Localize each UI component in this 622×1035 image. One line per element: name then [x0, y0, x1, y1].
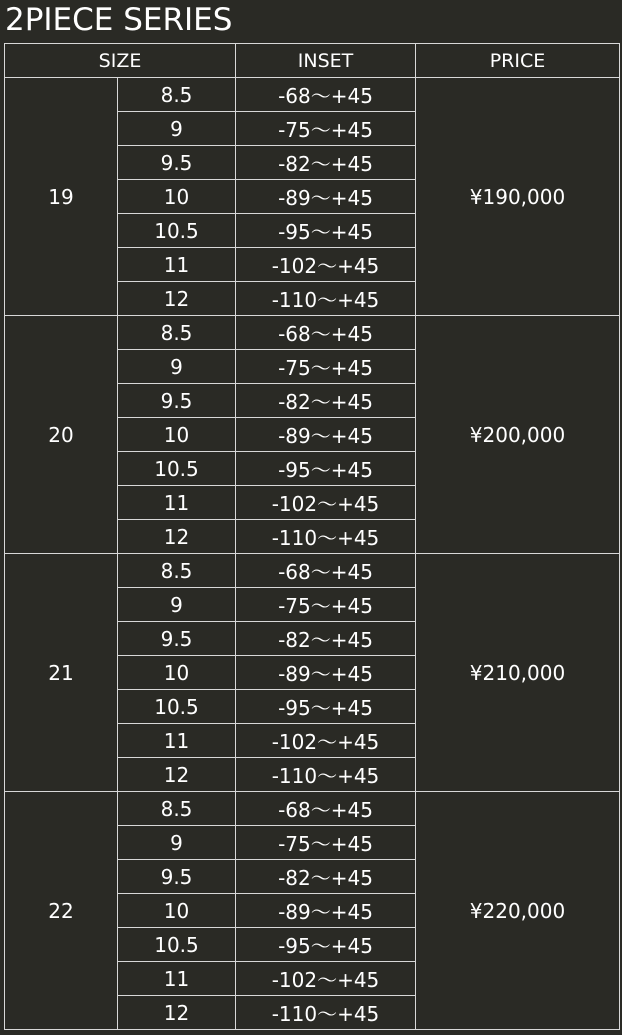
- inset-cell: -82～+45: [236, 622, 416, 656]
- sub-size-cell: 9: [118, 350, 236, 384]
- inset-cell: -68～+45: [236, 792, 416, 826]
- inset-cell: -75～+45: [236, 112, 416, 146]
- sub-size-cell: 10.5: [118, 928, 236, 962]
- sub-size-cell: 8.5: [118, 792, 236, 826]
- inset-cell: -82～+45: [236, 146, 416, 180]
- table-row: [5, 78, 620, 112]
- sub-size-cell: 11: [118, 248, 236, 282]
- inset-cell: -89～+45: [236, 180, 416, 214]
- inset-cell: -102～+45: [236, 962, 416, 996]
- inset-cell: -68～+45: [236, 316, 416, 350]
- inset-cell: -95～+45: [236, 452, 416, 486]
- inset-cell: -82～+45: [236, 860, 416, 894]
- size-group-cell: 19: [5, 78, 118, 316]
- sub-size-cell: 10: [118, 418, 236, 452]
- price-cell: ¥220,000: [416, 792, 620, 1030]
- inset-cell: -110～+45: [236, 520, 416, 554]
- inset-cell: -89～+45: [236, 656, 416, 690]
- sub-size-cell: 10.5: [118, 452, 236, 486]
- sub-size-cell: 12: [118, 520, 236, 554]
- inset-cell: -75～+45: [236, 350, 416, 384]
- inset-cell: -110～+45: [236, 996, 416, 1030]
- sub-size-cell: 10: [118, 894, 236, 928]
- price-cell: ¥190,000: [416, 78, 620, 316]
- sub-size-cell: 9: [118, 826, 236, 860]
- price-cell: ¥210,000: [416, 554, 620, 792]
- sub-size-cell: 10.5: [118, 690, 236, 724]
- inset-cell: -75～+45: [236, 826, 416, 860]
- sub-size-cell: 12: [118, 758, 236, 792]
- table-row: [5, 554, 620, 588]
- inset-cell: -102～+45: [236, 486, 416, 520]
- sub-size-cell: 9.5: [118, 384, 236, 418]
- inset-cell: -68～+45: [236, 554, 416, 588]
- page-title: 2PIECE SERIES: [5, 2, 233, 38]
- table-header-row: [5, 44, 620, 78]
- sub-size-cell: 9: [118, 112, 236, 146]
- size-group-cell: 22: [5, 792, 118, 1030]
- inset-cell: -102～+45: [236, 248, 416, 282]
- inset-cell: -89～+45: [236, 894, 416, 928]
- price-cell: ¥200,000: [416, 316, 620, 554]
- table-row: [5, 792, 620, 826]
- sub-size-cell: 9.5: [118, 860, 236, 894]
- inset-cell: -89～+45: [236, 418, 416, 452]
- inset-cell: -95～+45: [236, 928, 416, 962]
- sub-size-cell: 9.5: [118, 622, 236, 656]
- sub-size-cell: 9: [118, 588, 236, 622]
- inset-cell: -95～+45: [236, 690, 416, 724]
- inset-cell: -82～+45: [236, 384, 416, 418]
- sub-size-cell: 8.5: [118, 316, 236, 350]
- inset-cell: -68～+45: [236, 78, 416, 112]
- sub-size-cell: 10: [118, 656, 236, 690]
- sub-size-cell: 8.5: [118, 554, 236, 588]
- size-group-cell: 21: [5, 554, 118, 792]
- inset-cell: -110～+45: [236, 758, 416, 792]
- sub-size-cell: 9.5: [118, 146, 236, 180]
- sub-size-cell: 11: [118, 486, 236, 520]
- sub-size-cell: 12: [118, 282, 236, 316]
- inset-cell: -95～+45: [236, 214, 416, 248]
- sub-size-cell: 8.5: [118, 78, 236, 112]
- header-inset: INSET: [236, 44, 416, 78]
- header-size: SIZE: [5, 44, 236, 78]
- header-price: PRICE: [416, 44, 620, 78]
- inset-cell: -75～+45: [236, 588, 416, 622]
- sub-size-cell: 11: [118, 724, 236, 758]
- sub-size-cell: 12: [118, 996, 236, 1030]
- inset-cell: -110～+45: [236, 282, 416, 316]
- inset-cell: -102～+45: [236, 724, 416, 758]
- sub-size-cell: 10: [118, 180, 236, 214]
- size-group-cell: 20: [5, 316, 118, 554]
- price-table: [4, 43, 620, 1030]
- table-row: [5, 316, 620, 350]
- sub-size-cell: 10.5: [118, 214, 236, 248]
- sub-size-cell: 11: [118, 962, 236, 996]
